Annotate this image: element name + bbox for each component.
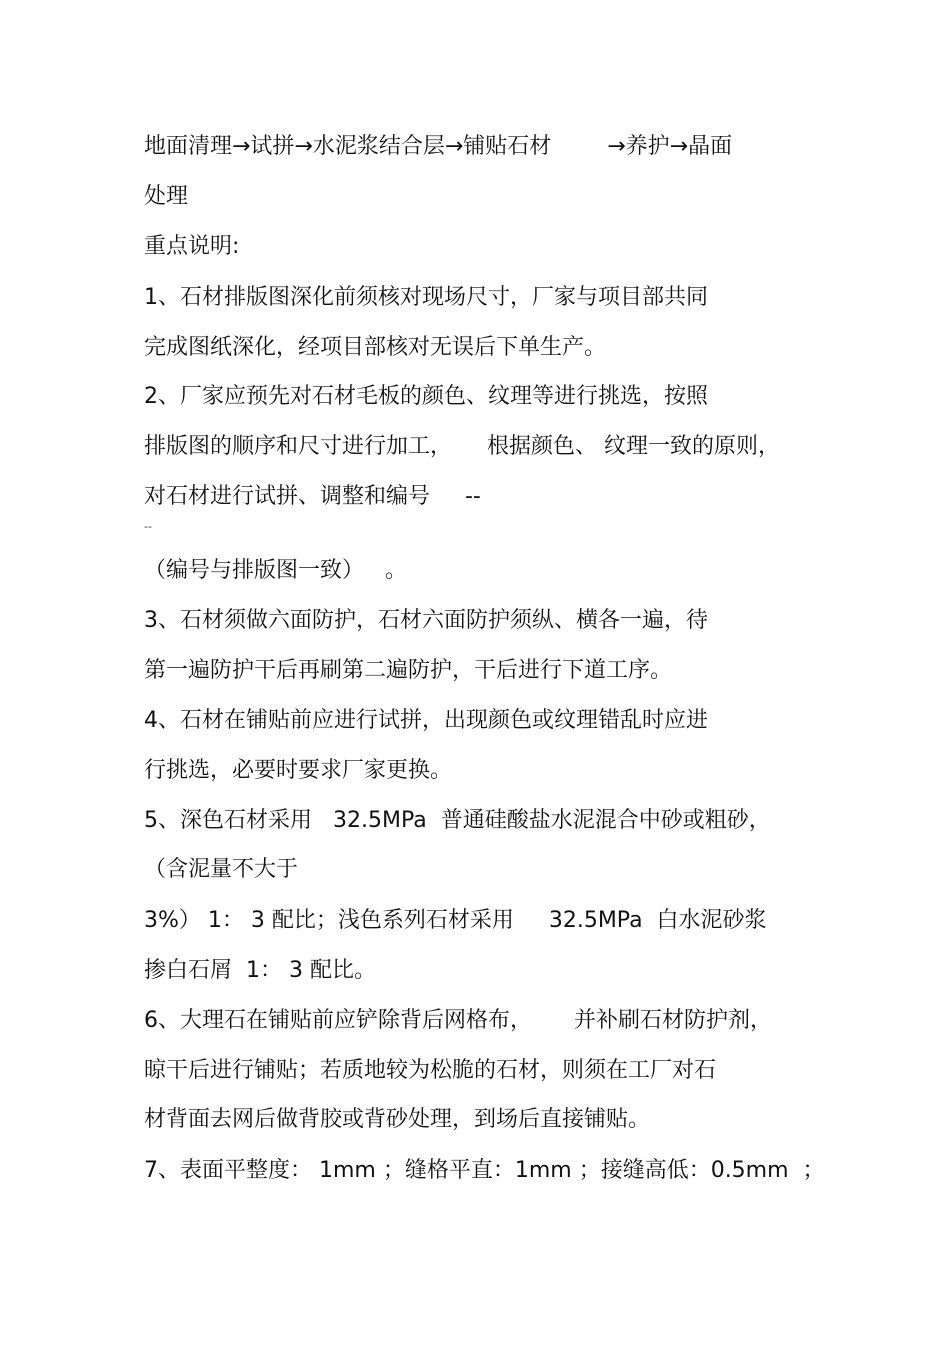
item-2-line-2: 排版图的顺序和尺寸进行加工， 根据颜色、 纹理一致的原则， [144, 434, 780, 459]
item-3-line-2: 第一遍防护干后再刷第二遍防护，干后进行下道工序。 [144, 658, 673, 683]
process-flow-line: 地面清理→试拼→水泥浆结合层→铺贴石材 →养护→晶面 [144, 134, 733, 159]
process-flow-line-cont: 处理 [144, 184, 189, 209]
item-6-line-1: 6、大理石在铺贴前应铲除背后网格布， 并补刷石材防护剂， [144, 1008, 772, 1033]
section-heading: 重点说明: [144, 234, 240, 259]
item-5-line-4: 掺白石屑 1： 3 配比。 [144, 958, 376, 983]
item-1-line-2: 完成图纸深化，经项目部核对无误后下单生产。 [144, 335, 607, 360]
item-5-line-1: 5、深色石材采用 32.5MPa 普通硅酸盐水泥混合中砂或粗砂， [144, 808, 771, 833]
item-2-dash: -- [144, 520, 152, 533]
item-2-line-4: （编号与排版图一致） 。 [144, 558, 407, 583]
item-2-line-3: 对石材进行试拼、调整和编号 -- [144, 484, 481, 509]
item-2-line-1: 2、厂家应预先对石材毛板的颜色、纹理等进行挑选，按照 [144, 384, 708, 409]
item-5-line-2: （含泥量不大于 [144, 857, 299, 882]
item-7-line-1: 7、表面平整度： 1mm ；缝格平直：1mm ；接缝高低：0.5mm ； [144, 1158, 825, 1183]
item-4-line-2: 行挑选，必要时要求厂家更换。 [144, 758, 453, 783]
item-4-line-1: 4、石材在铺贴前应进行试拼，出现颜色或纹理错乱时应进 [144, 708, 708, 733]
item-3-line-1: 3、石材须做六面防护，石材六面防护须纵、横各一遍，待 [144, 608, 708, 633]
item-6-line-2: 晾干后进行铺贴；若质地较为松脆的石材，则须在工厂对石 [144, 1058, 717, 1083]
item-5-line-3: 3%） 1： 3 配比；浅色系列石材采用 32.5MPa 白水泥砂浆 [144, 908, 767, 933]
item-6-line-3: 材背面去网后做背胶或背砂处理，到场后直接铺贴。 [144, 1107, 651, 1132]
item-1-line-1: 1、石材排版图深化前须核对现场尺寸，厂家与项目部共同 [144, 285, 708, 310]
